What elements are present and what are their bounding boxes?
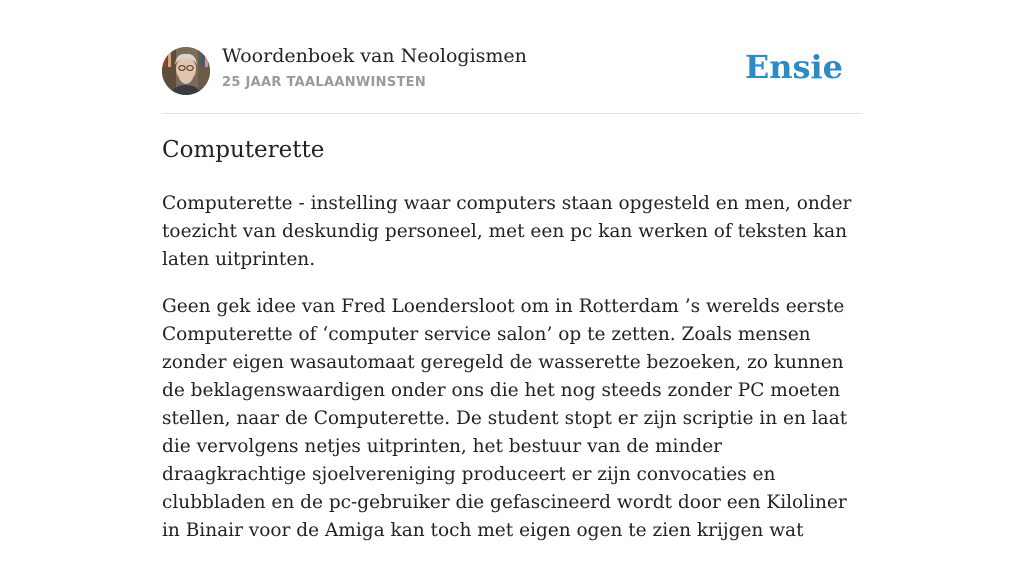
site-tagline: 25 JAAR TAALAANWINSTEN [222, 75, 427, 90]
article-paragraph: Computerette - instelling waar computers staan opgesteld en men, onder toezicht van deskundig personeel, met een pc kan werken of teksten kan laten uitprinten. [162, 193, 852, 270]
article-body [162, 190, 862, 564]
page-title: Computerette [162, 137, 325, 163]
page-container [162, 0, 862, 541]
site-header [162, 0, 862, 114]
avatar[interactable] [162, 47, 210, 95]
site-name[interactable]: Woordenboek van Neologismen [222, 45, 527, 67]
author-portrait-icon [162, 47, 210, 95]
ensie-logo-link[interactable]: Ensie [744, 48, 843, 86]
article-paragraph: Geen gek idee van Fred Loendersloot om in Rotterdam ’s werelds eerste Computerette of ‘computer service salon’ op te zetten. Zoals mensen zonder eigen wasautomaat geregeld de wasserette bezoeken, zo kunnen de beklagenswaardigen onder ons die het nog steeds zonder PC moeten stellen, naar de Computerette. De student stopt er zijn scriptie in en laat die vervolgens netjes uitprinten, het bestuur van de minder draagkrachtige sjoelvereniging produceert er zijn convocaties en clubbladen en de pc-gebruiker die gefascineerd wordt door een Kiloliner in Binair voor de Amiga kan toch met eigen ogen te zien krijgen wat [162, 296, 848, 541]
